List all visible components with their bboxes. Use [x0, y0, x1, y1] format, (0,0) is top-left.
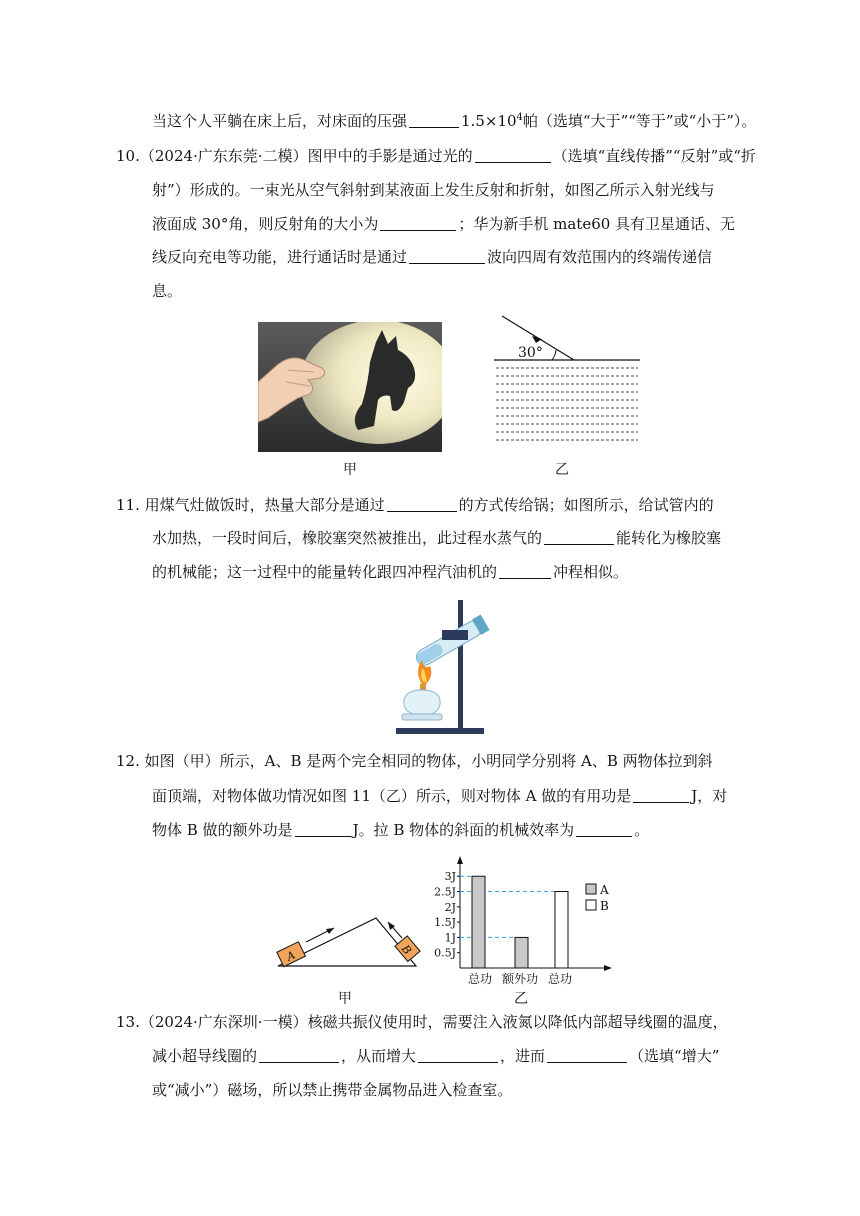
work-bar-chart — [420, 850, 620, 990]
answer-blank[interactable] — [295, 821, 351, 837]
q12-text: J。拉 B 物体的斜面的机械效率为 — [352, 821, 575, 839]
q11-line-3 — [152, 562, 628, 582]
y-axis-arrow — [457, 856, 463, 864]
answer-blank[interactable] — [576, 821, 632, 837]
q9-tail-line — [152, 111, 756, 131]
q12-line-3 — [152, 820, 649, 840]
bar-b — [555, 892, 568, 968]
q11-line-1 — [116, 495, 714, 515]
q10-line-5: 息。 — [152, 282, 183, 300]
incline-figure — [274, 910, 424, 972]
q9-text: 当这个人平躺在床上后，对床面的压强 — [152, 112, 408, 130]
test-tube — [413, 614, 490, 669]
q11-text: 能转化为橡胶塞 — [616, 529, 722, 547]
alcohol-lamp — [404, 690, 440, 716]
q13-line-3: 或“减小”）磁场，所以禁止携带金属物品进入检查室。 — [152, 1081, 513, 1099]
q12-line-1 — [116, 751, 713, 771]
q12-text: 面顶端，对物体做功情况如图 11（乙）所示，则对物体 A 做的有用功是 — [152, 787, 632, 805]
category-label: 总功 — [547, 972, 573, 986]
q10-line-4 — [152, 247, 712, 267]
bar-a — [515, 937, 528, 968]
angle-label: 30° — [518, 345, 543, 361]
q13-text: 减小超导线圈的 — [152, 1047, 258, 1065]
block-b — [395, 936, 420, 962]
svg-text:A: A — [284, 948, 298, 964]
q12-text: 。 — [634, 821, 650, 839]
y-tick-label: 3J — [444, 870, 456, 884]
answer-blank[interactable] — [259, 1047, 339, 1063]
figure-caption: 甲 — [343, 462, 357, 478]
question-number: 11. — [116, 496, 140, 514]
y-tick-label: 1J — [444, 931, 456, 945]
legend-swatch-a — [586, 884, 596, 894]
q11-text: 用煤气灶做饭时，热量大部分是通过 — [144, 496, 385, 514]
figure-caption: 乙 — [514, 991, 528, 1007]
liquid-reflection-figure — [490, 312, 646, 448]
figure-caption: 甲 — [338, 991, 352, 1007]
answer-blank[interactable] — [380, 215, 456, 231]
y-tick-label: 0.5J — [434, 946, 456, 960]
q10-text: 线反向充电等功能，进行通话时是通过 — [152, 248, 408, 266]
q12-text: 物体 B 做的额外功是 — [152, 821, 293, 839]
q13-text: ，进而 — [500, 1047, 546, 1065]
liquid-hatching — [496, 368, 638, 440]
q13-text: （选填“增大” — [629, 1047, 720, 1065]
bar-a — [472, 876, 485, 968]
hand-shadow-figure — [258, 322, 442, 452]
y-tick-label: 2.5J — [434, 885, 456, 899]
category-label: 总功 — [467, 972, 493, 986]
block-a — [277, 942, 306, 967]
q11-text: 水加热，一段时间后，橡胶塞突然被推出，此过程水蒸气的 — [152, 529, 543, 547]
answer-blank[interactable] — [547, 1047, 627, 1063]
q9-exponent: 4 — [516, 112, 523, 123]
answer-blank[interactable] — [499, 563, 551, 579]
svg-text:B: B — [398, 942, 414, 957]
question-number: 10. — [116, 147, 140, 165]
stand-base — [396, 728, 484, 734]
q11-text: 的机械能；这一过程中的能量转化跟四冲程汽油机的 — [152, 563, 498, 581]
x-axis-arrow — [604, 965, 612, 971]
q13-line-2 — [152, 1046, 719, 1066]
y-tick-label: 2J — [444, 900, 456, 914]
answer-blank[interactable] — [387, 496, 457, 512]
q10-text: 波向四周有效范围内的终端传递信 — [487, 248, 713, 266]
clamp — [442, 630, 468, 640]
question-number: 13. — [116, 1013, 140, 1031]
q13-text: ，从而增大 — [341, 1047, 417, 1065]
q13-line-1 — [116, 1012, 728, 1032]
y-tick-label: 1.5J — [434, 916, 456, 930]
answer-blank[interactable] — [633, 787, 689, 803]
q10-text: （2024·广东东莞·二模）图甲中的手影是通过光的 — [139, 147, 473, 165]
q12-text: 如图（甲）所示，A、B 是两个完全相同的物体，小明同学分别将 A、B 两物体拉到斜 — [144, 752, 713, 770]
legend-label: B — [600, 899, 609, 913]
figure-caption: 乙 — [555, 462, 569, 478]
legend-label: A — [600, 883, 609, 897]
legend-swatch-b — [586, 900, 596, 910]
q13-text: （2024·广东深圳·一模）核磁共振仪使用时，需要注入液氮以降低内部超导线圈的温度， — [139, 1013, 728, 1031]
answer-blank[interactable] — [418, 1047, 498, 1063]
q12-line-2 — [152, 786, 727, 806]
q10-text: （选填“直线传播”“反射”或“折 — [552, 147, 756, 165]
answer-blank[interactable] — [409, 248, 485, 264]
answer-blank[interactable] — [409, 112, 459, 128]
category-label: 额外功 — [501, 972, 539, 986]
answer-blank[interactable] — [475, 147, 551, 163]
q11-text: 冲程相似。 — [553, 563, 629, 581]
q10-text: 液面成 30°角，则反射角的大小为 — [152, 215, 379, 233]
q9-value: 1.5×10 — [461, 112, 517, 130]
test-tube-heating-figure — [392, 596, 500, 736]
question-number: 12. — [116, 752, 140, 770]
q10-line-1 — [116, 146, 756, 166]
q11-line-2 — [152, 528, 721, 548]
stand-rod — [458, 600, 463, 730]
q12-text: J，对 — [691, 787, 728, 805]
q9-text-end: 帕（选填“大于”“等于”或“小于”）。 — [522, 112, 757, 130]
answer-blank[interactable] — [544, 529, 614, 545]
q11-text: 的方式传给锅；如图所示，给试管内的 — [458, 496, 714, 514]
q10-text: ；华为新手机 mate60 具有卫星通话、无 — [458, 215, 736, 233]
q10-line-3 — [152, 214, 735, 234]
q10-line-2: 射”）形成的。一束光从空气斜射到某液面上发生反射和折射，如图乙所示入射光线与 — [152, 181, 715, 199]
